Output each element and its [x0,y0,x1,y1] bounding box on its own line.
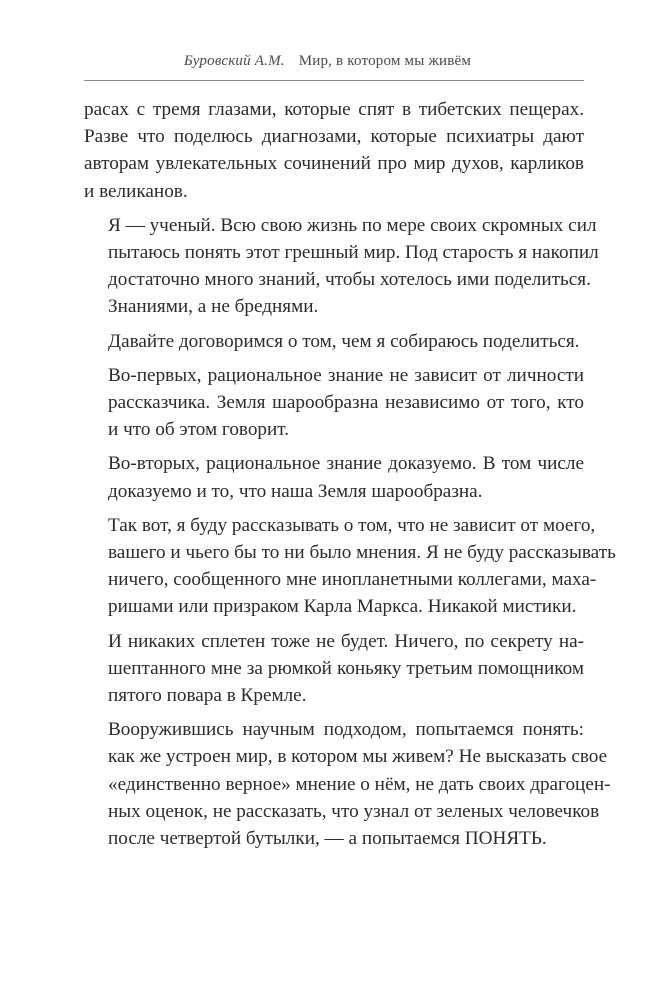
text-line: после четвертой бутылки, — а попытаемся ПОНЯТЬ. [108,828,547,850]
text-line: И никаких сплетен тоже не будет. Ничего, по секрету на- [108,630,584,652]
paragraph [84,362,584,444]
header-author: Буровский А.М. [183,53,285,69]
text-line: Вооружившись научным подходом, попытаемся понять: [108,719,584,741]
text-line: Давайте договоримся о том, чем я собираюсь поделиться. [108,330,580,352]
body-text [84,96,616,859]
paragraph [84,628,584,710]
text-line: доказуемо и то, что наша Земля шарообразна. [108,480,483,502]
text-line: авторам увлекательных сочинений про мир духов, карликов [84,153,584,175]
text-line: пытаюсь понять этот грешный мир. Под старость я накопил [108,242,599,264]
text-line: пятого повара в Кремле. [108,685,307,707]
paragraph [84,450,584,504]
text-line: Разве что поделюсь диагнозами, которые психиатры дают [84,126,584,148]
text-line: и что об этом говорит. [108,419,290,441]
text-line: Знаниями, а не бреднями. [108,296,319,318]
text-line: «единственно верное» мнение о нём, не дать своих драгоцен- [108,773,611,795]
text-line: Во-первых, рациональное знание не зависит от личности [108,364,584,386]
text-line: ришами или призраком Карла Маркса. Никакой мистики. [108,596,577,618]
text-line: достаточно много знаний, чтобы хотелось ими поделиться. [108,269,591,291]
paragraph [84,328,584,355]
paragraph [84,212,599,321]
text-line: Во-вторых, рациональное знание доказуемо. В том числе [108,453,584,475]
text-line: как же устроен мир, в котором мы живем? Не высказать свое [108,746,608,768]
running-head [0,53,655,70]
paragraph [84,96,584,205]
text-line: вашего и чьего бы то ни было мнения. Я не буду рассказывать [108,542,616,564]
paragraph [84,512,616,621]
header-title: Мир, в котором мы живём [298,53,472,69]
text-line: Я — ученый. Всю свою жизнь по мере своих скромных сил [108,214,597,236]
text-line: и великанов. [84,180,188,202]
text-line: ных оценок, не рассказать, что узнал от зеленых человечков [108,800,600,822]
text-line: ничего, сообщенного мне инопланетными коллегами, маха- [108,569,597,591]
paragraph [84,716,611,852]
text-line: рассказчика. Земля шарообразна независимо от того, кто [108,392,584,414]
header-rule [84,80,584,81]
text-line: Так вот, я буду рассказывать о том, что не зависит от моего, [108,514,596,536]
text-line: расах с тремя глазами, которые спят в тибетских пещерах. [84,99,584,120]
text-line: шептанного мне за рюмкой коньяку третьим помощником [108,657,584,679]
